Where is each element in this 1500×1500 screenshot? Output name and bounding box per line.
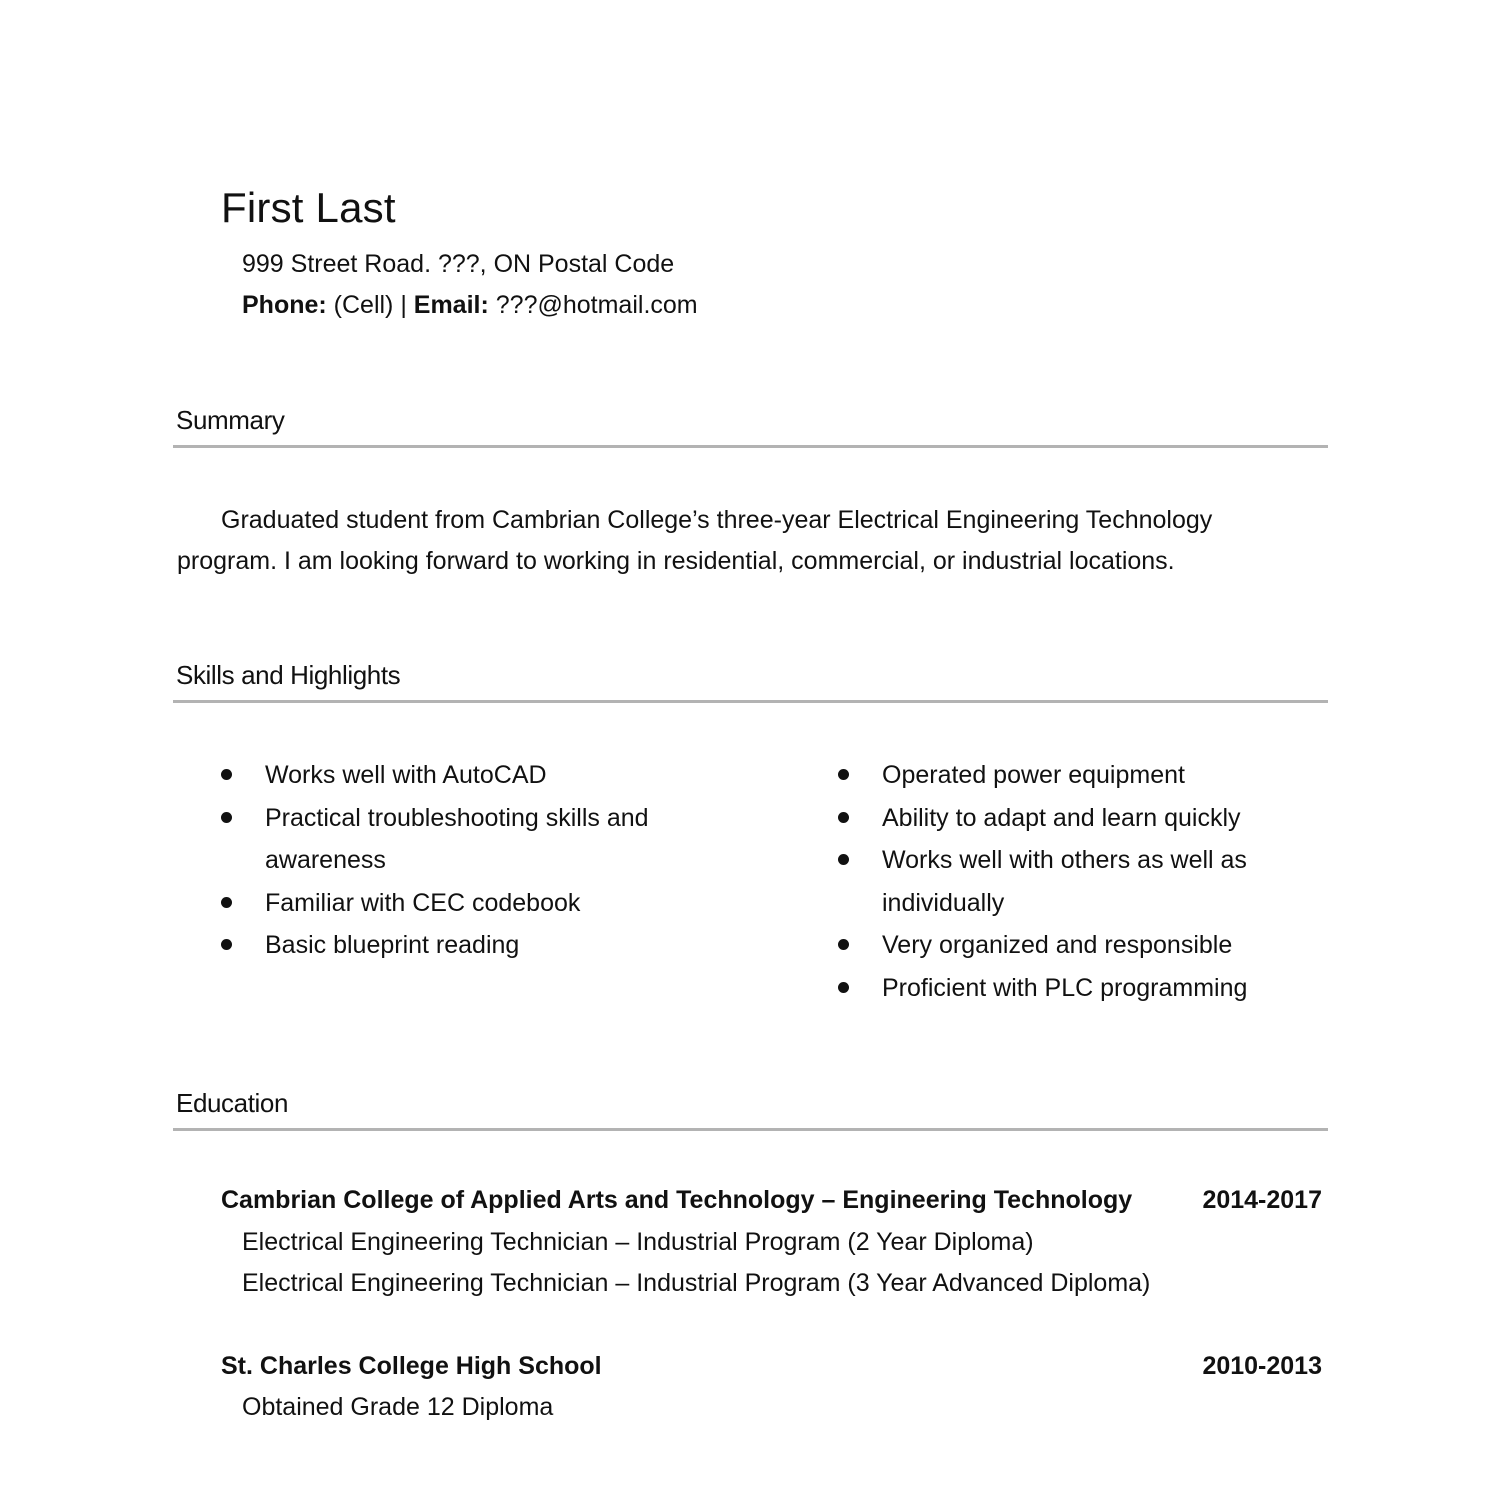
skill-text: Ability to adapt and learn quickly <box>882 803 1241 832</box>
skills-list-left <box>221 754 701 967</box>
bullet-icon <box>838 854 849 865</box>
contact-line <box>242 289 698 321</box>
education-detail: Obtained Grade 12 Diploma <box>242 1393 554 1421</box>
skill-item <box>838 967 1308 1010</box>
skill-item <box>838 924 1308 967</box>
bullet-icon <box>221 812 232 823</box>
education-entry-header <box>221 1184 1322 1216</box>
skills-heading: Skills and Highlights <box>176 660 401 690</box>
bullet-icon <box>221 939 232 950</box>
education-heading: Education <box>176 1088 289 1118</box>
skill-item <box>838 754 1308 797</box>
summary-text: Graduated student from Cambrian College’s three-year Electrical Engineering Technology program. I am looking forward to working in residential, commercial, or industrial locations. <box>177 506 1213 575</box>
bullet-icon <box>838 769 849 780</box>
summary-divider <box>173 445 1328 448</box>
skill-text: Operated power equipment <box>882 761 1185 789</box>
email-label: Email: <box>413 291 489 319</box>
bullet-icon <box>838 982 849 993</box>
skill-text: Basic blueprint reading <box>265 931 520 959</box>
skill-text: Very organized and responsible <box>882 931 1233 959</box>
applicant-name: First Last <box>221 184 396 231</box>
school-name: St. Charles College High School <box>221 1352 602 1380</box>
bullet-icon <box>838 812 849 823</box>
skill-item <box>221 924 701 967</box>
skill-text: Works well with others as well as individually <box>882 846 1247 917</box>
skill-item <box>221 754 701 797</box>
education-divider <box>173 1128 1328 1131</box>
school-years: 2010-2013 <box>1202 1352 1322 1380</box>
summary-heading: Summary <box>176 405 285 435</box>
skills-list-right <box>838 754 1308 1009</box>
skill-text: Works well with AutoCAD <box>265 761 547 789</box>
phone-label: Phone: <box>242 291 327 319</box>
skill-item <box>221 797 701 882</box>
skills-divider <box>173 700 1328 703</box>
skill-text: Familiar with CEC codebook <box>265 888 581 917</box>
school-name: Cambrian College of Applied Arts and Technology – Engineering Technology <box>221 1186 1133 1214</box>
education-detail: Electrical Engineering Technician – Industrial Program (3 Year Advanced Diploma) <box>242 1269 1151 1297</box>
skill-item <box>221 882 701 925</box>
skill-text: Proficient with PLC programming <box>882 973 1248 1002</box>
skill-item <box>838 839 1308 924</box>
school-years: 2014-2017 <box>1202 1186 1322 1214</box>
bullet-icon <box>221 769 232 780</box>
phone-value: (Cell) | <box>326 291 414 319</box>
email-value: ???@hotmail.com <box>488 291 698 319</box>
skill-item <box>838 797 1308 840</box>
education-entry-header <box>221 1350 1322 1382</box>
bullet-icon <box>838 939 849 950</box>
skill-text: Practical troubleshooting skills and awareness <box>265 803 649 874</box>
address-line: 999 Street Road. ???, ON Postal Code <box>242 250 675 278</box>
bullet-icon <box>221 897 232 908</box>
education-detail: Electrical Engineering Technician – Industrial Program (2 Year Diploma) <box>242 1228 1034 1256</box>
